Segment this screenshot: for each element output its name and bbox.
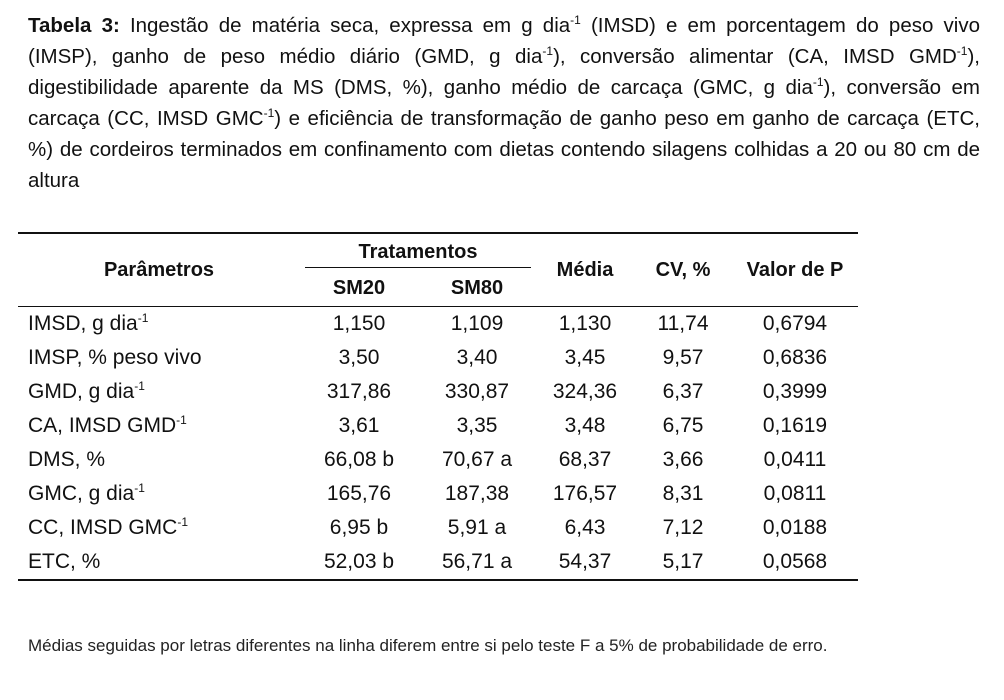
cell-media: 3,48 xyxy=(564,414,606,437)
cell-p: 0,6794 xyxy=(762,312,828,335)
cell-p: 0,0811 xyxy=(763,482,827,505)
cell-cv: 3,66 xyxy=(662,448,704,471)
caption-text: ), digestibilidade aparente da MS (DMS, %), ganho médio de carcaça (GMC, g dia xyxy=(28,45,980,99)
cell-sm20: 52,03 b xyxy=(323,550,395,573)
table-row xyxy=(18,511,858,545)
row-parametro: ETC, % xyxy=(28,550,101,573)
header-tratamentos: Tratamentos xyxy=(300,233,536,270)
table-caption xyxy=(28,10,980,196)
row-parametro: IMSD, g dia$^{-1}$ xyxy=(28,311,149,335)
cell-cv: 7,12 xyxy=(662,516,704,539)
cell-p: 0,0411 xyxy=(763,448,827,471)
cell-sm80: 1,109 xyxy=(450,312,504,335)
cell-p: 0,0568 xyxy=(762,550,828,573)
cell-media: 54,37 xyxy=(558,550,612,573)
table-row xyxy=(18,375,858,409)
cell-cv: 6,75 xyxy=(662,414,704,437)
caption-label: Tabela 3: xyxy=(28,14,120,37)
row-parametro: IMSP, % peso vivo xyxy=(28,346,202,369)
cell-cv: 9,57 xyxy=(662,346,704,369)
caption-sup: -1 xyxy=(812,75,824,90)
header-sm20: SM20 xyxy=(332,276,386,299)
cell-cv: 5,17 xyxy=(662,550,704,573)
table-row xyxy=(18,443,858,477)
table-row xyxy=(18,477,858,511)
results-table xyxy=(18,232,858,581)
cell-p: 0,1619 xyxy=(762,414,828,437)
header-valor-p: Valor de P xyxy=(746,259,844,281)
caption-text: (IMSD) e em porcentagem do peso vivo (IMSP), ganho de peso médio diário (GMD, g dia xyxy=(28,14,980,68)
cell-p: 0,3999 xyxy=(762,380,828,403)
row-parametro: GMD, g dia$^{-1}$ xyxy=(28,379,145,403)
row-parametro: CC, IMSD $GMC^{-1}$ xyxy=(28,515,188,539)
table-body xyxy=(18,307,858,581)
table-row xyxy=(18,307,858,342)
cell-media: 324,36 xyxy=(552,380,618,403)
cell-sm20: 3,61 xyxy=(338,414,380,437)
table-row xyxy=(18,341,858,375)
caption-text: Ingestão de matéria seca, expressa em g dia xyxy=(119,14,571,37)
row-parametro: CA, IMSD $GMD^{-1}$ xyxy=(28,413,187,437)
cell-sm20: 165,76 xyxy=(326,482,392,505)
table-row xyxy=(18,545,858,580)
cell-cv: 6,37 xyxy=(662,380,704,403)
header-media: Média xyxy=(556,258,614,281)
cell-media: 1,130 xyxy=(558,312,612,335)
cell-media: 6,43 xyxy=(564,516,606,539)
cell-sm20: 1,150 xyxy=(332,312,386,335)
cell-sm20: 317,86 xyxy=(326,380,392,403)
cell-sm80: 3,40 xyxy=(456,346,498,369)
caption-sup: -1 xyxy=(263,106,275,121)
caption-sup: -1 xyxy=(956,44,968,59)
table-footnote: Médias seguidas por letras diferentes na linha diferem entre si pelo teste F a 5% de probabilidade de erro. xyxy=(28,636,828,655)
header-sm80: SM80 xyxy=(450,276,504,299)
cell-sm80: 3,35 xyxy=(456,414,498,437)
cell-sm20: 6,95 b xyxy=(329,516,389,539)
cell-cv: 8,31 xyxy=(662,482,704,505)
cell-sm20: 3,50 xyxy=(338,346,380,369)
cell-media: 68,37 xyxy=(558,448,612,471)
cell-media: 176,57 xyxy=(552,482,618,505)
cell-sm20: 66,08 b xyxy=(323,448,395,471)
caption-sup: -1 xyxy=(542,44,554,59)
cell-cv: 11,74 xyxy=(657,312,709,335)
caption-text: ), conversão em carcaça (CC, IMSD GMC xyxy=(28,76,980,130)
caption-sup: -1 xyxy=(570,13,581,28)
cell-sm80: 70,67 a xyxy=(441,448,513,471)
cell-sm80: 187,38 xyxy=(444,482,510,505)
cell-p: 0,0188 xyxy=(762,516,828,539)
row-parametro: GMC, g dia$^{-1}$ xyxy=(28,481,145,505)
table-row xyxy=(18,409,858,443)
cell-sm80: 56,71 a xyxy=(441,550,513,573)
cell-p: 0,6836 xyxy=(762,346,828,369)
cell-sm80: 330,87 xyxy=(444,380,510,403)
cell-media: 3,45 xyxy=(564,346,606,369)
caption-text: ), conversão alimentar (CA, IMSD GMD xyxy=(553,45,957,68)
header-cv: CV, % xyxy=(655,258,711,281)
cell-sm80: 5,91 a xyxy=(447,516,507,539)
caption-text: ) e eficiência de transformação de ganho peso em ganho de carcaça (ETC, %) de cordeiros terminados em confinamento com dietas contendo silagens colhidas a 20 ou 80 cm de altura xyxy=(28,107,981,192)
row-parametro: DMS, % xyxy=(28,448,106,471)
header-parametros: Parâmetros xyxy=(103,258,215,281)
